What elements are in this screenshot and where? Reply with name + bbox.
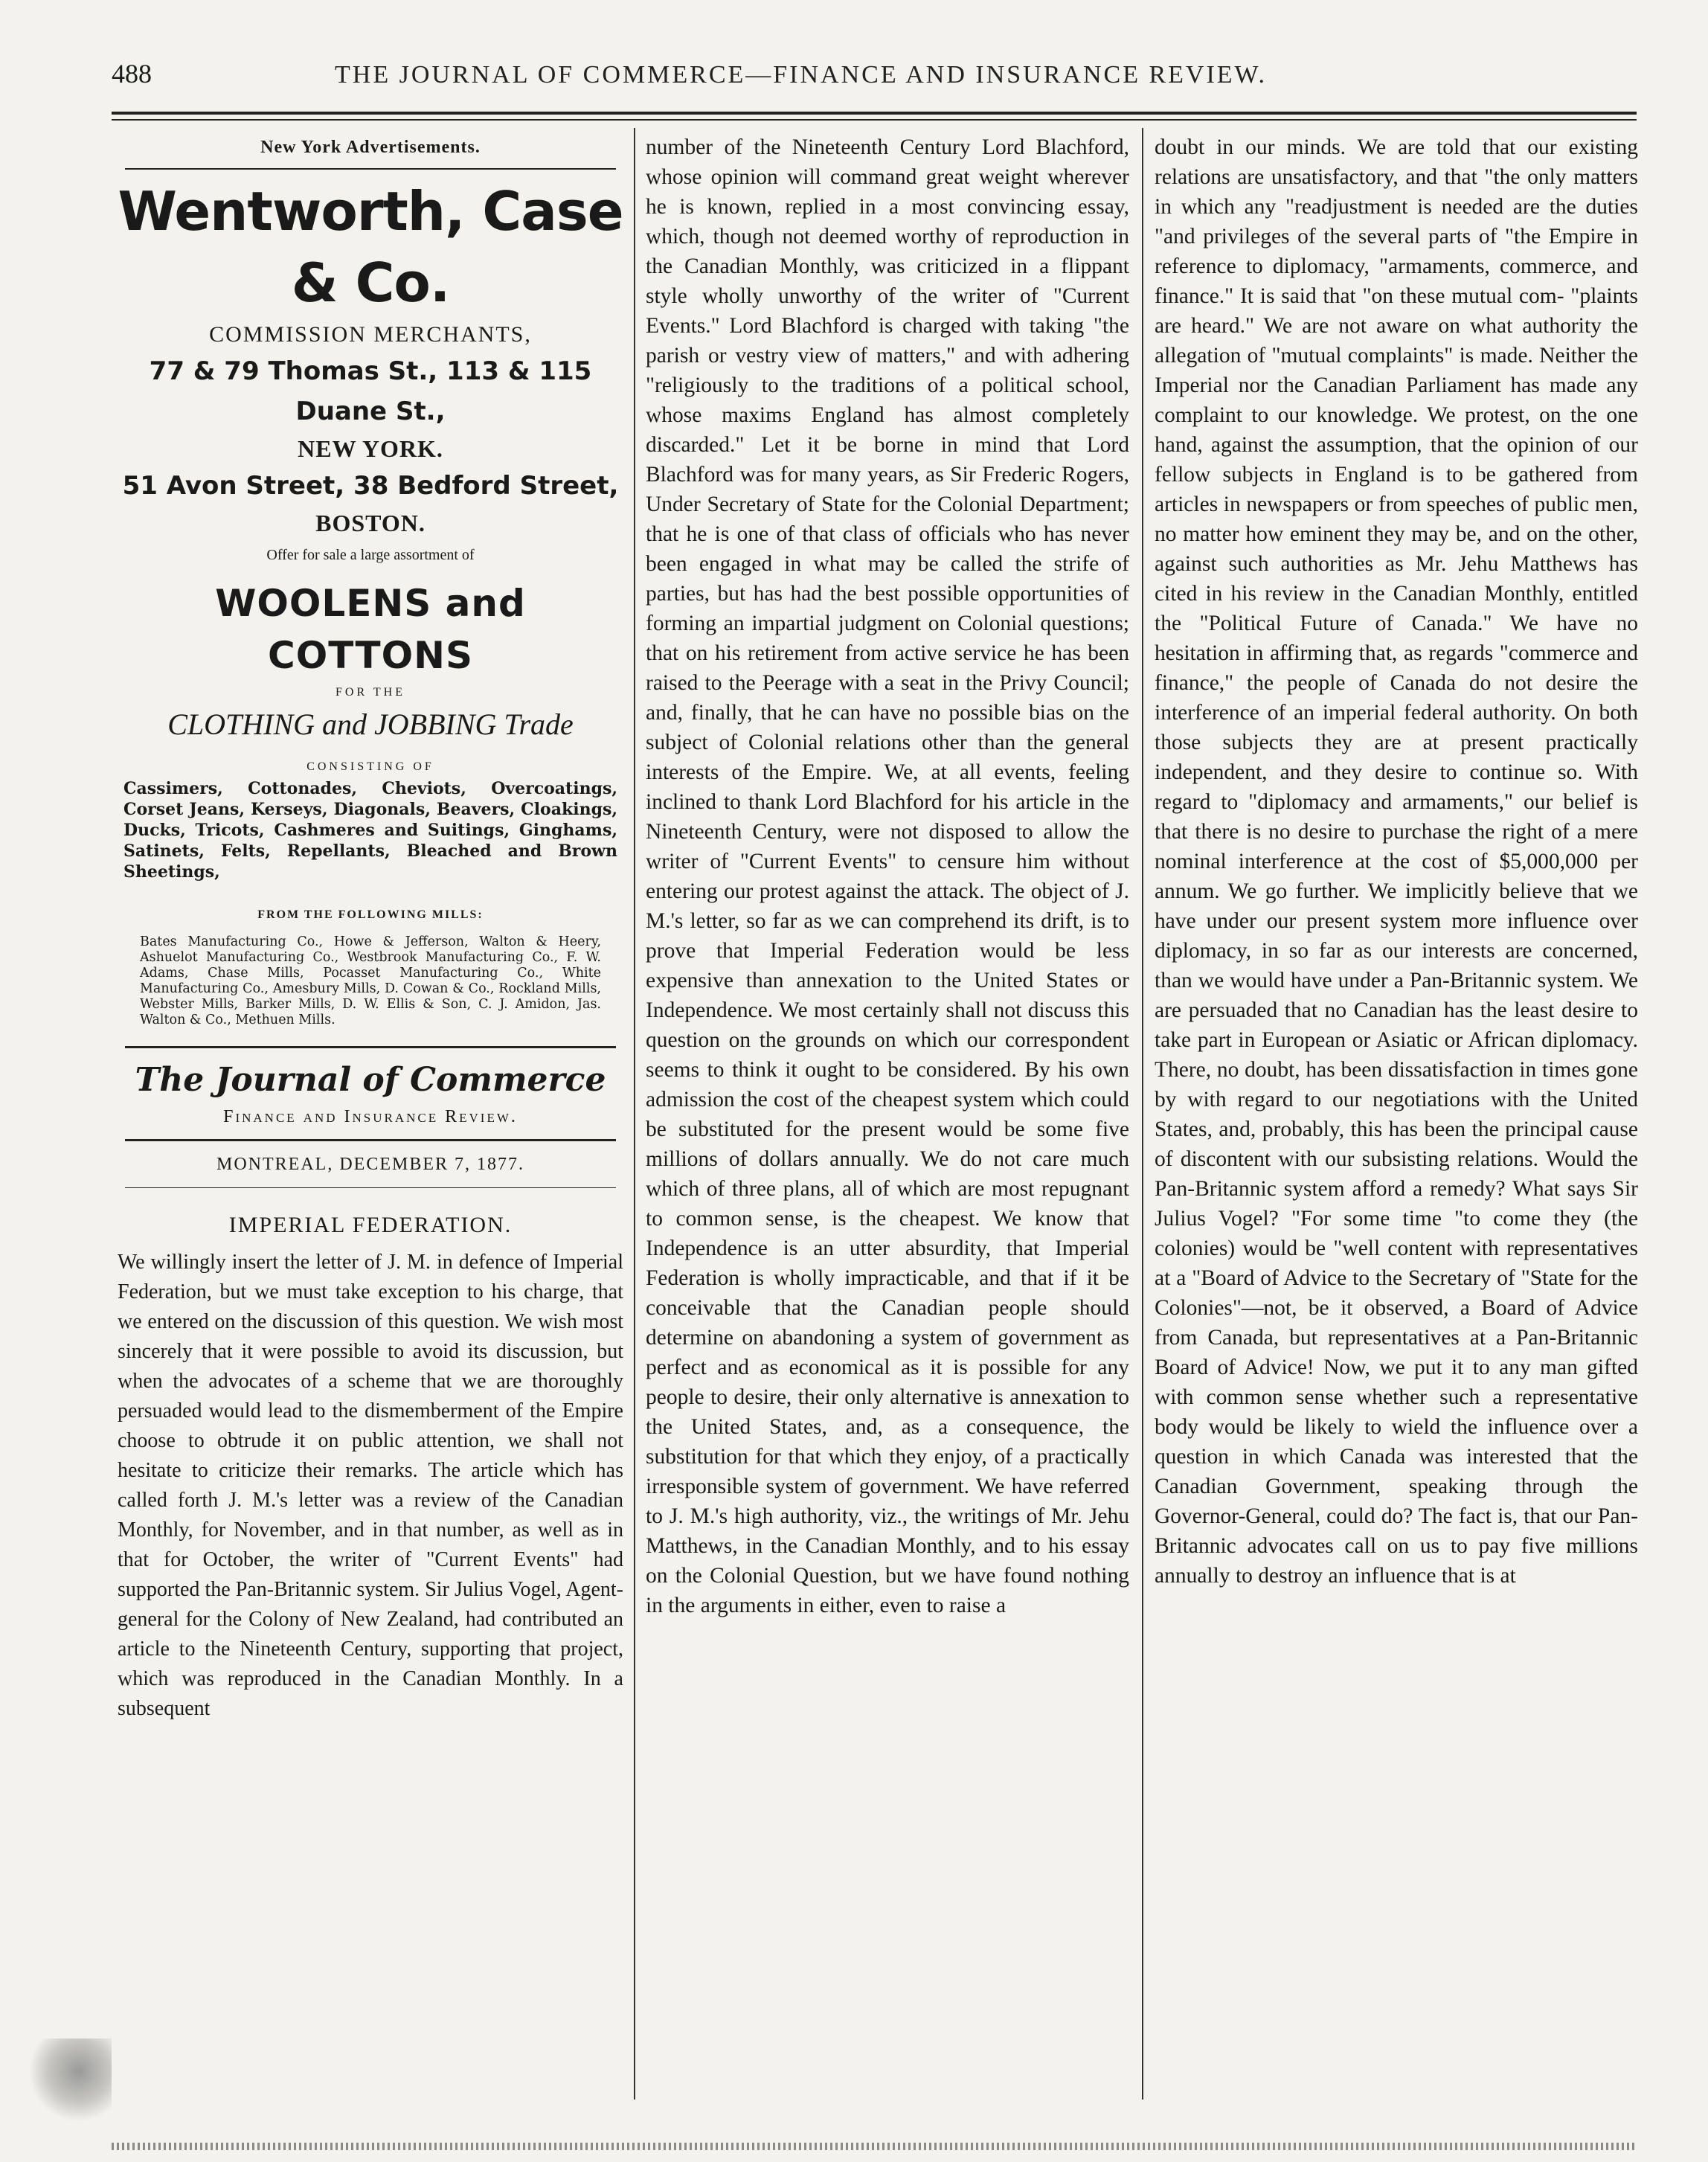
- boston-city: BOSTON.: [315, 509, 426, 536]
- dateline-rule: [125, 1187, 616, 1189]
- ad-rule: [125, 168, 616, 170]
- ad-products: WOOLENS and COTTONS: [215, 581, 526, 677]
- page-smudge: [30, 2038, 112, 2120]
- column-2: [646, 132, 1129, 2097]
- column-3: [1155, 132, 1638, 2097]
- masthead-title: The Journal of Commerce: [135, 1060, 606, 1099]
- column-divider-2: [1142, 128, 1143, 2100]
- article-body-col2: number of the Nineteenth Century Lord Blachford, whose opinion will command great weight wherever he is known, replied in a most convincing essay, which, though not deemed worthy of reproduction in the Canadian Monthly, was criticized in a flippant style wholly unworthy of the writer of "Current Events." Lord Blachford is charged with taking "the parish or vestry view of matters," and with adhering "religiously to the traditions of a political school, whose maxims England has almost completely discarded." Let it be borne in mind that Lord Blachford was for many years, as Sir Frederic Rogers, Under Secretary of State for the Colonial Department; that he is one of that class of officials who has never been engaged in what may be called the strife of parties, but has had the best possible opportunities of forming an impartial judgment on Colonial questions; that on his retirement from active service he has been raised to the Peerage with a seat in the Privy Council; and, finally, that he can have no possible bias on the subject of Colonial relations other than the general interests of the Empire. We, at all events, feeling inclined to thank Lord Blachford for his article in the Nineteenth Century, were not disposed to allow the writer of "Current Events" to censure him without entering our protest against the attack. The object of J. M.'s letter, so far as we can comprehend its drift, is to prove that Imperial Federation would be less expensive than annexation to the United States or Independence. We most certainly shall not discuss this question on the grounds on which our correspondent seems to think it ought to be considered. By his own admission the cost of the cheapest system which could be substituted for the present would be some five millions of dollars annually. We do not care much which of three plans, all of which are most repugnant to common sense, is the cheapest. We know that Independence is an utter absurdity, that Imperial Federation is wholly impracticable, and that if it be conceivable that the Canadian people should determine on abandoning a system of government as perfect and as economical as it is possible for any people to desire, their only alternative is annexation to the United States, and, as a consequence, the substitution for that which they enjoy, of a practically irresponsible system of government. We have referred to J. M.'s high authority, viz., the writings of Mr. Jehu Matthews, in the Canadian Monthly, and to his essay on the Colonial Question, but we have found nothing in the arguments in either, even to raise a: [646, 135, 1129, 1617]
- ad-for-the: FOR THE: [336, 685, 405, 699]
- masthead-subtitle: Finance and Insurance Review.: [223, 1106, 518, 1126]
- firm-business: COMMISSION MERCHANTS,: [209, 321, 532, 347]
- header-rule-thin: [112, 119, 1637, 121]
- ad-section-label: New York Advertisements.: [260, 138, 481, 157]
- column-divider-1: [634, 128, 635, 2100]
- article-body-col1: We willingly insert the letter of J. M. in defence of Imperial Federation, but we must take exception to his charge, that we entered on the discussion of this question. We wish most sincerely that it were possible to avoid its discussion, but when the advocates of a scheme that we are thoroughly persuaded would lead to the dismemberment of the Empire choose to obtrude it on public attention, we shall not hesitate to criticize their remarks. The article which has called forth J. M.'s letter was a review of the Canadian Monthly, for November, and in that number, as well as in that for October, the writer of "Current Events" had supported the Pan-Britannic system. Sir Julius Vogel, Agent-general for the Colony of New Zealand, had contributed an article to the Nineteenth Century, supporting that project, which was reproduced in the Canadian Monthly. In a subsequent: [118, 1251, 623, 1720]
- column-1: [118, 132, 623, 2097]
- dateline: MONTREAL, DECEMBER 7, 1877.: [216, 1154, 524, 1174]
- article-body-col3: doubt in our minds. We are told that our existing relations are unsatisfactory, and that "the only matters in which any "readjustment is needed are the duties "and privileges of the several parts of "the Empire in reference to diplomacy, "armaments, commerce, and finance." It is said that "on these mutual com- "plaints are heard." We are not aware on what authority the allegation of "mutual complaints" is made. Neither the Imperial nor the Canadian Parliament has made any complaint to our knowledge. We protest, on the one hand, against the assumption, that the opinion of our fellow subjects in England is to be gathered from articles in newspapers or from speeches of public men, no matter how eminent they may be, and on the other, against such authorities as Mr. Jehu Matthews has cited in his review in the Canadian Monthly, entitled the "Political Future of Canada." We have no hesitation in affirming that, as regards "commerce and finance," the people of Canada do not desire the interference of an imperial federal authority. On both those subjects they are at present practically independent, and they desire to continue so. With regard to "diplomacy and armaments," our belief is that there is no desire to purchase the right of a mere nominal interference at the cost of $5,000,000 per annum. We go further. We implicitly believe that we have under our present system more influence over diplomacy, in so far as our interests are concerned, than we would have under a Pan-Britannic system. We are persuaded that no Canadian has the least desire to take part in European or Asiatic or African diplomacy. There, no doubt, has been dissatisfaction in times gone by with regard to our negotiations with the United States, and, probably, this has been the principal cause of discontent with our subsisting relations. Would the Pan-Britannic system afford a remedy? What says Sir Julius Vogel? "For some time "to come they (the colonies) would be "well content with representatives at a "Board of Advice to the Secretary of "State for the Colonies"—not, be it observed, a Board of Advice from Canada, but representatives at a Pan-Britannic Board of Advice! Now, we put it to any man gifted with common sense whether such a representative body would be likely to wield the influence over a question in which Canada was interested that the Canadian Government, speaking through the Governor-General, could do? The fact is, that our Pan-Britannic advocates call on us to pay five millions annually to destroy an influence that is at: [1155, 135, 1638, 1588]
- page-header: [112, 58, 1599, 103]
- page-number: 488: [112, 59, 152, 89]
- masthead-rule-bottom: [125, 1139, 616, 1141]
- article-title: IMPERIAL FEDERATION.: [228, 1213, 513, 1237]
- bottom-print-band: [112, 2143, 1637, 2150]
- ny-city: NEW YORK.: [298, 434, 443, 462]
- running-head: THE JOURNAL OF COMMERCE—FINANCE AND INSURANCE REVIEW.: [335, 61, 1268, 89]
- boston-address: 51 Avon Street, 38 Bedford Street,: [122, 470, 619, 501]
- firm-name: Wentworth, Case & Co.: [118, 179, 623, 314]
- ad-mills-heading: FROM THE FOLLOWING MILLS:: [257, 908, 484, 921]
- ad-trade: CLOTHING and JOBBING Trade: [167, 707, 574, 741]
- masthead-rule-top: [125, 1046, 616, 1048]
- ad-offer: Offer for sale a large assortment of: [266, 546, 475, 563]
- ad-mills-list: Bates Manufacturing Co., Howe & Jefferson, Walton & Heery, Ashuelot Manufacturing Co., Westbrook Manufacturing Co., F. W. Adams, Chase Mills, Pocasset Manufacturing Co., White Manufacturing Co., Amesbury Mills, D. Cowan & Co., Rockland Mills, Webster Mills, Barker Mills, D. W. Ellis & Son, C. J. Amidon, Jas. Walton & Co., Methuen Mills.: [140, 934, 601, 1027]
- ad-consisting: CONSISTING OF: [306, 760, 434, 773]
- header-rule: [112, 112, 1637, 115]
- ad-goods-list: Cassimers, Cottonades, Cheviots, Overcoatings, Corset Jeans, Kerseys, Diagonals, Beavers, Cloakings, Ducks, Tricots, Cashmeres and Suitings, Ginghams, Satinets, Felts, Repellants, Bleached and Brown Sheetings,: [123, 778, 617, 882]
- ny-address: 77 & 79 Thomas St., 113 & 115 Duane St.,: [149, 356, 592, 426]
